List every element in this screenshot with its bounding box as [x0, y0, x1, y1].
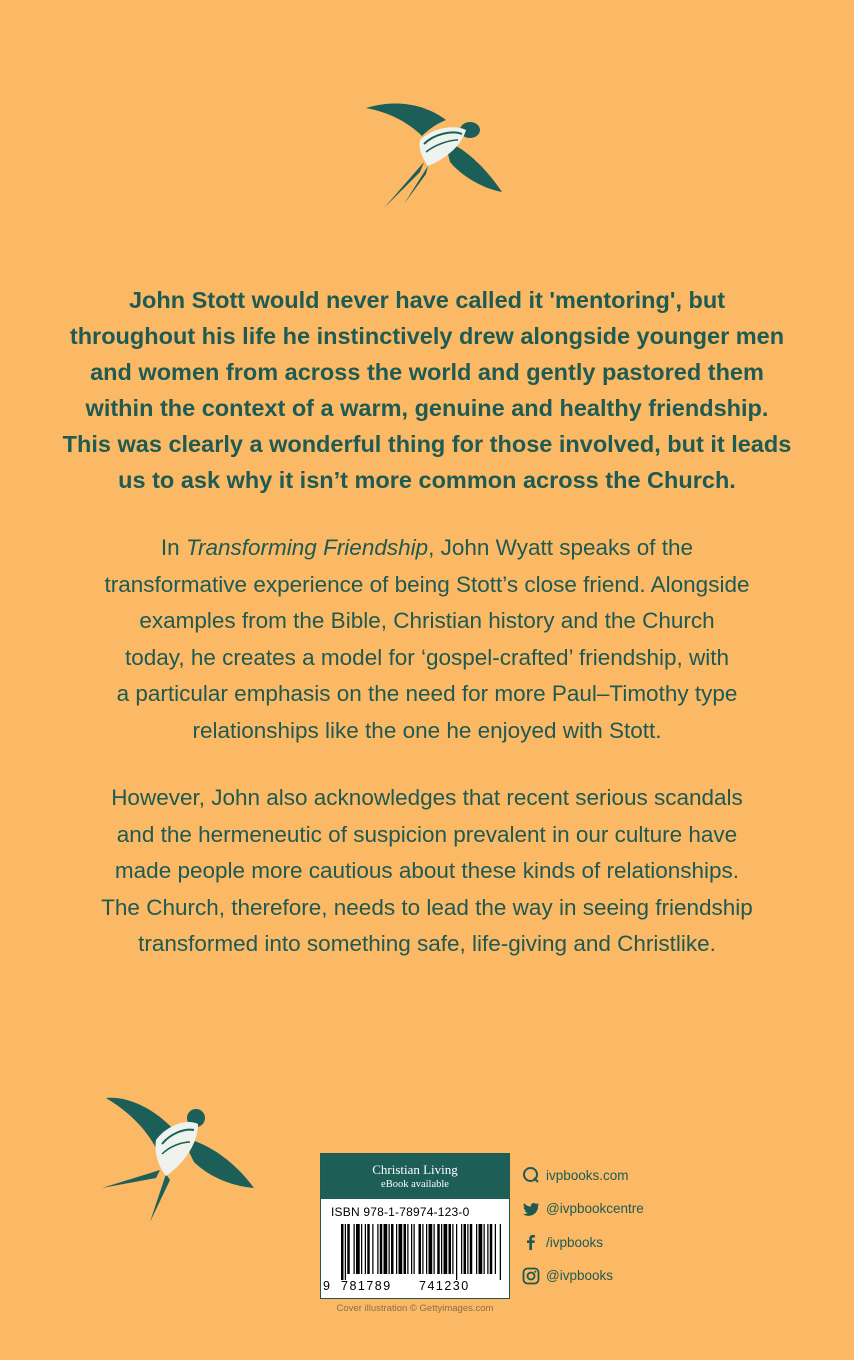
barcode-bar [404, 1224, 407, 1274]
barcode-bar [384, 1224, 388, 1274]
facebook-icon [522, 1233, 540, 1251]
barcode [329, 1224, 503, 1280]
barcode-bar [372, 1224, 373, 1274]
blurb-line: and women from across the world and gently pastored them [90, 359, 764, 385]
barcode-bar [354, 1224, 355, 1274]
paragraph-line: examples from the Bible, Christian history and the Church [139, 608, 715, 633]
instagram-link[interactable] [522, 1265, 722, 1287]
blurb-line: within the context of a warm, genuine and healthy friendship. [85, 395, 769, 421]
twitter-label: @ivpbookcentre [546, 1201, 644, 1216]
barcode-bar [407, 1224, 408, 1274]
barcode-bar [487, 1224, 488, 1274]
isbn-barcode-box [320, 1153, 510, 1299]
website-link[interactable] [522, 1164, 722, 1186]
barcode-bar [367, 1224, 370, 1274]
barcode-bar [426, 1224, 427, 1274]
barcode-bar [341, 1224, 344, 1280]
barcode-bar [437, 1224, 440, 1274]
instagram-label: @ivpbooks [546, 1268, 613, 1283]
barcode-bar [444, 1224, 448, 1274]
facebook-label: /ivpbooks [546, 1234, 604, 1250]
paragraph-line: However, John also acknowledges that recent serious scandals [111, 785, 743, 810]
barcode-bar [452, 1224, 453, 1274]
barcode-digit-first: 9 [323, 1279, 332, 1293]
twitter-icon [522, 1200, 540, 1218]
blurb-line: This was clearly a wonderful thing for those involved, but it leads [62, 431, 792, 457]
intro-text: In [160, 535, 186, 560]
blurb-line: us to ask why it isn’t more common across the Church. [118, 467, 736, 493]
barcode-bar [464, 1224, 467, 1274]
paragraph-line: a particular emphasis on the need for more Paul–Timothy type [116, 681, 738, 706]
barcode-bar [479, 1224, 483, 1274]
barcode-bar [456, 1224, 457, 1280]
barcode-bar [411, 1224, 412, 1274]
paragraph-line: The Church, therefore, needs to lead the way in seeing friendship [101, 894, 753, 920]
barcode-bar [347, 1224, 350, 1274]
barcode-bar [361, 1224, 362, 1274]
paragraph-line: made people more cautious about these kinds of relationships. [114, 858, 740, 883]
social-links [522, 1164, 722, 1298]
barcode-bar [396, 1224, 397, 1274]
book-title: Transforming Friendship [185, 535, 429, 560]
ebook-label: eBook available [381, 1179, 449, 1190]
barcode-bar [495, 1224, 496, 1274]
paragraph-line: today, he creates a model for ‘gospel-crafted’ friendship, with [124, 644, 730, 670]
instagram-icon [522, 1267, 540, 1285]
barcode-bar [345, 1224, 346, 1280]
paragraph-line [60, 530, 794, 567]
barcode-bar [399, 1224, 403, 1274]
paragraph-line: relationships like the one he enjoyed with Stott. [192, 717, 662, 743]
barcode-bar [365, 1224, 366, 1274]
barcode-bar [490, 1224, 493, 1274]
barcode-bar [422, 1224, 423, 1274]
category-label: Christian Living [372, 1162, 458, 1177]
website-icon [522, 1166, 540, 1184]
swallow-illustration-top [362, 100, 512, 210]
barcode-bar [414, 1224, 415, 1274]
description-paragraph-1 [60, 530, 794, 749]
blurb-line: throughout his life he instinctively drew alongside younger men [69, 323, 785, 349]
category-band [321, 1154, 509, 1199]
barcode-bar [389, 1224, 390, 1274]
twitter-link[interactable] [522, 1198, 722, 1220]
description-paragraph-2 [60, 780, 794, 963]
isbn-number: ISBN 978-1-78974-123-0 [331, 1205, 470, 1219]
barcode-bar [429, 1224, 433, 1274]
barcode-bar [419, 1224, 422, 1274]
barcode-bar [476, 1224, 477, 1274]
paragraph-line: transformative experience of being Stott’s close friend. Alongside [104, 571, 750, 597]
barcode-bar [356, 1224, 360, 1274]
barcode-bar [461, 1224, 462, 1274]
barcode-digits-right: 741230 [419, 1279, 470, 1293]
barcode-bar [484, 1224, 485, 1274]
barcode-bar [391, 1224, 394, 1274]
barcode-bar [500, 1224, 501, 1280]
barcode-bar [434, 1224, 435, 1274]
website-label: ivpbooks.com [546, 1167, 629, 1183]
barcode-bar [467, 1224, 468, 1274]
facebook-link[interactable] [522, 1231, 722, 1253]
barcode-digits-left: 781789 [341, 1279, 392, 1293]
swallow-illustration-bottom [100, 1092, 258, 1224]
blurb [60, 282, 794, 498]
barcode-bar [449, 1224, 452, 1274]
barcode-bar [441, 1224, 442, 1274]
paragraph-line: transformed into something safe, life-giving and Christlike. [138, 931, 716, 956]
blurb-line: John Stott would never have called it 'mentoring', but [128, 287, 726, 313]
barcode-bar [470, 1224, 473, 1274]
cover-credit: Cover illustration © Gettyimages.com [336, 1303, 494, 1314]
barcode-bar [377, 1224, 378, 1274]
barcode-bar [380, 1224, 383, 1274]
paragraph-line: and the hermeneutic of suspicion prevalent in our culture have [116, 821, 738, 847]
intro-text-rest: , John Wyatt speaks of the [428, 535, 694, 560]
